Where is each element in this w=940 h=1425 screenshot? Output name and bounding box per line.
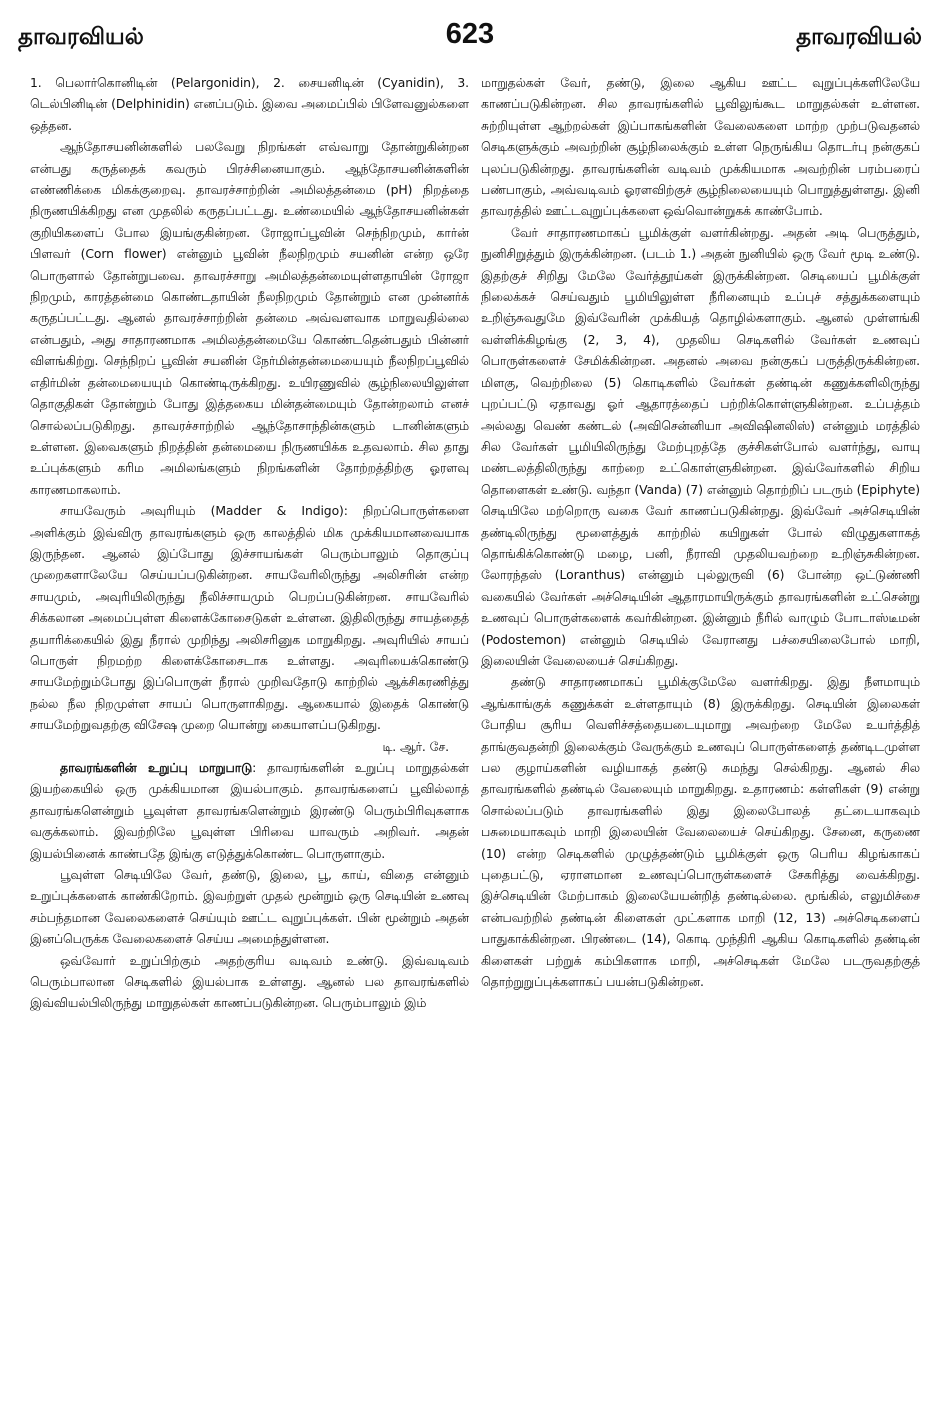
paragraph: தண்டு சாதாரணமாகப் பூமிக்குமேலே வளர்கிறது. இது நீளமாயும் ஆங்காங்குக் கணுக்கள் உள்ளதாயும் (8) இருக்கிறது. செடியின் இலைகள் போதிய சூரிய வெளிச்சத்தையடையுமாறு அவற்றை மேலே உயர்த்தித் தாங்குவதன்றி இலைக்கும் வேருக்கும் உணவுப் பொருள்களைத் தண்டிடமுள்ள பல குழாய்களின் வழியாகத் தண்டு சுமந்து செல்கிறது. ஆனல் சில தாவரங்களில் தண்டில் வேலையும் மாறுகிறது. உதாரணம்: கள்ளிகள் (9) என்று சொல்லப்படும் தாவரங்களில் இது இலைபோலத் தட்டையாகவும் பசுமையாகவும் மாறி இலையின் வேலையைச் செய்கிறது. சேனை, கருணை (10) என்ற செடிகளில் முழுத்தண்டும் பூமிக்குள் ஒரு பெரிய கிழங்காகப் புதைபட்டு, ஏராளமான உணவுப்பொருள்களைச் சேகரித்து வைக்கிறது. இச்செடியின் மேற்பாகம் இலையேயன்றித் தண்டில்லை. மூங்கில், எலுமிச்சை என்பவற்றில் தண்டின் கிளைகள் முட்களாக மாறி (12, 13) அச்செடிகளைப் பாதுகாக்கின்றன. பிரண்டை (14), கொடி முந்திரி ஆகிய கொடிகளில் தண்டின் கிளைகள் பற்றுக் கம்பிகளாக மாறி, அச்செடிகள் மேலே படருவதற்குத் தொற்றுறுப்புக்களாகப் பயன்படுகின்றன. bbox=[481, 674, 920, 990]
section-heading: தாவரங்களின் உறுப்பு மாறுபாடு bbox=[60, 760, 253, 775]
author-signature: டி. ஆர். சே. bbox=[382, 738, 449, 754]
left-column bbox=[30, 72, 469, 1355]
paragraph: மாறுதல்கள் வேர், தண்டு, இலை ஆகிய ஊட்ட வுறுப்புக்களிலேயே காணப்படுகின்றன. சில தாவரங்களில் பூவிலுங்கூட மாறுதல்கள் உள்ளன. சுற்றியுள்ள ஆற்றல்கள் இப்பாகங்களின் வேலைகளை மாற்ற முற்படுவதனல் செடிகளுக்கும் அவற்றின் சூழ்நிலைக்கும் உள்ள நெருங்கிய தொடர்பு நன்குகப் புலப்படுகின்றது. தாவரங்களின் வடிவம் முக்கியமாக அவற்றின் பரம்பரைப் பண்பாகும், அவ்வடிவம் ஓரளவிற்குச் சூழ்நிலையையும் பொறுத்துள்ளது. இனி தாவரத்தில் ஊட்டவுறுப்புக்களை ஒவ்வொன்றுகக் காண்போம். bbox=[481, 75, 920, 219]
text-columns bbox=[30, 72, 920, 1355]
paragraph: 1. பெலார்கொனிடின் (Pelargonidin), 2. சையனிடின் (Cyanidin), 3. டெல்பினிடின் (Delphinidin) எனப்படும். இவை அமைப்பில் பிளேவனுல்களை ஒத்தன. bbox=[30, 75, 469, 133]
page-number: 623 bbox=[445, 18, 495, 50]
paragraph: ஒவ்வோர் உறுப்பிற்கும் அதற்குரிய வடிவம் உண்டு. இவ்வடிவம் பெரும்பாலான செடிகளில் இயல்பாக உள்ளது. ஆனல் பல தாவரங்களில் இவ்வியல்பிலிருந்து மாறுதல்கள் காணப்படுகின்றன. பெரும்பாலும் இம் bbox=[30, 952, 469, 1011]
page-header bbox=[18, 18, 922, 64]
running-title-right: தாவரவியல் bbox=[796, 24, 922, 50]
section-text: : தாவரங்களின் உறுப்பு மாறுதல்கள் இயற்கையில் ஒரு முக்கியமான இயல்பாகும். தாவரங்களைப் பூவில்லாத் தாவரங்களென்றும் பூவுள்ள தாவரங்களென்றும் இரண்டு பெரும்பிரிவுகளாக வகுக்கலாம். இவற்றிலே பூவுள்ள பிரிவை யாவரும் அறிவர். அதன் இயல்பினைக் காண்பதே இங்கு எடுத்துக்கொண்ட பொருளாகும். bbox=[30, 760, 469, 861]
paragraph: பூவுள்ள செடியிலே வேர், தண்டு, இலை, பூ, காய், விதை என்னும் உறுப்புக்களைக் காண்கிறோம். இவற்றுள் முதல் மூன்றும் ஒரு செடியின் உணவு சம்பந்தமான வேலைகளைச் செய்யும் ஊட்ட வுறுப்புக்கள். பின் மூன்றும் அதன் இனப்பெருக்க வேலைகளைச் செய்ய அமைந்துள்ளன. bbox=[30, 867, 469, 947]
paragraph: வேர் சாதாரணமாகப் பூமிக்குள் வளர்கின்றது. அதன் அடி பெருத்தும், நுனிசிறுத்தும் இருக்கின்றன. (படம் 1.) அதன் நுனியில் ஒரு வேர் மூடி உண்டு. இதற்குச் சிறிது மேலே வேர்த்தூய்கள் இருக்கின்றன. செடியைப் பூமிக்குள் நிலைக்கச் செய்வதும் பூமியிலுள்ள நீரினையும் உப்புச் சத்துக்களையும் உறிஞ்சுவதுமே இவ்வேரின் முக்கியத் தொழில்களாகும். ஆனல் முள்ளங்கி வள்ளிக்கிழங்கு (2, 3, 4), முதலிய செடிகளில் வேர்கள் உணவுப் பொருள்களைச் சேமிக்கின்றன. அதனல் அவை நன்குகப் பருத்திருக்கின்றன. மிளகு, வெற்றிலை (5) கொடிகளில் வேர்கள் தண்டின் கணுக்களிலிருந்து புறப்பட்டு ஏதாவது ஓர் ஆதாரத்தைப் பற்றிக்கொள்ளுகின்றன. உப்பத்தம் அல்லது வெண் கண்டல் (அவிசென்னியா அவிஷினலிஸ்) என்னும் மரத்தில் சில வேர்கள் பூமியிலிருந்து மேற்புறத்தே குச்சிகள்போல் வளர்ந்து, வாயு மண்டலத்திலிருந்து காற்றை உட்கொள்ளுகின்றன. இவ்வேர்களில் சிறிய தொளைகள் உண்டு. வந்தா (Vanda) (7) என்னும் தொற்றிப் படரும் (Epiphyte) செடியிலே மற்றொரு வகை வேர் காணப்படுகின்றது. இவ்வேர் அச்செடியின் தண்டிலிருந்து மூளைத்துக் காற்றில் கயிறுகள் போல் விழுதுகளாகத் தொங்கிக்கொண்டு மழை, பனி, நீராவி முதலியவற்றை உறிஞ்சுகின்றன. லோரந்தஸ் (Loranthus) என்னும் புல்லுருவி (6) போன்ற ஒட்டுண்ணி வகையில் வேர்கள் அச்செடியின் ஆதாரமாயிருக்கும் தாவரங்களின் உட்சென்று உணவுப் பொருள்களைக் கவர்கின்றன. இன்னும் நீரில் வாழும் போடாஸ்டீமன் (Podostemon) என்னும் செடியில் வேரானது பச்சையிலைபோல் மாறி, இலையின் வேலையைச் செய்கிறது. bbox=[481, 224, 920, 668]
paragraph: ஆந்தோசயனின்களில் பலவேறு நிறங்கள் எவ்வாறு தோன்றுகின்றன என்பது கருத்தைக் கவரும் பிரச்சினையாகும். ஆந்தோசயனின்களின் எண்ணிக்கை மிகக்குறைவு. தாவரச்சாற்றின் அமிலத்தன்மை (pH) நிறத்தை நிருணயிக்கிறது என முதலில் கருதப்பட்டது. உண்மையில் ஆந்தோசயனின்கள் குறியிகளைப் போல இயங்குகின்றன. ரோஜாப்பூவின் செந்நிறமும், கார்ன் பிளவர் (Corn flower) என்னும் பூவின் நீலநிறமும் சயனின் என்ற ஒரே பொருளால் தோன்றுபவை. தாவரச்சாறு அமிலத்தன்மையுள்ளதாயின் ரோஜா நிறமும், காரத்தன்மை கொண்டதாயின் நீலநிறமும் தோன்றும் என முன்னர்க் கருதப்பட்டது. ஆனல் தாவரச்சாற்றின் தன்மை அவ்வளவாக மாறுவதில்லை என்பதும், அது சாதாரணமாக அமிலத்தன்மையே கொண்டதென்பதும் பின்னர் விளங்கிற்று. செந்நிறப் பூவின் சயனின் நேர்மின்தன்மையையும் நீலநிறப்பூவில் எதிர்மின் தன்மையையும் கொண்டிருக்கிறது. உயிரணுவில் சூழ்நிலையிலுள்ள தொகுதிகள் தோன்றும் போது இத்தகைய மின்தன்மையும் தோன்றலாம் எனச் சொல்லப்படுகிறது. தாவரச்சாற்றில் ஆந்தோசாந்தின்களும் டானின்களும் உள்ளன. இவைகளும் நிறத்தின் தன்மையை நிருணயிக்க உதவலாம். சில தாது உப்புக்களும் கரிம அமிலங்களும் நிறங்களின் தோற்றத்திற்கு ஓரளவு காரணமாகலாம். bbox=[30, 139, 469, 497]
right-column bbox=[481, 72, 920, 1355]
section-paragraph bbox=[30, 757, 469, 864]
paragraph: சாயவேரும் அவுரியும் (Madder & Indigo): நிறப்பொருள்களை அளிக்கும் இவ்விரு தாவரங்களும் ஒரு காலத்தில் மிக முக்கியமானவையாக இருந்தன. ஆனல் இப்போது இச்சாயங்கள் பெரும்பாலும் தொகுப்பு முறைகளாலேயே செய்யப்படுகின்றன. சாயவேரிலிருந்து அலிசரின் என்ற சாயமும், அவுரியிலிருந்து நீலிச்சாயமும் பெறப்படுகின்றன. சாயவேரில் சிக்கலான அமைப்புள்ள கிளைக்கோசைடுகள் உள்ளன. இதிலிருந்து சாயத்தைத் தயாரிக்கையில் இது நீரால் முறிந்து அலிசரினுக மாறுகிறது. அவுரியில் சாயப் பொருள் நிறமற்ற கிளைக்கோசைடாக உள்ளது. அவுரியைக்கொண்டு சாயமேற்றும்போது இப்பொருள் நீரால் முறிவதோடு காற்றில் ஆக்சிகரணித்து நல்ல நீல நிறமுள்ள சாயப் பொருளாகிறது. ஆகையால் இதைக் கொண்டு சாயமேற்றுவதற்கு விசேஷ முறை யொன்று கையாளப்படுகிறது. bbox=[30, 503, 469, 733]
running-title-left: தாவரவியல் bbox=[18, 24, 144, 50]
